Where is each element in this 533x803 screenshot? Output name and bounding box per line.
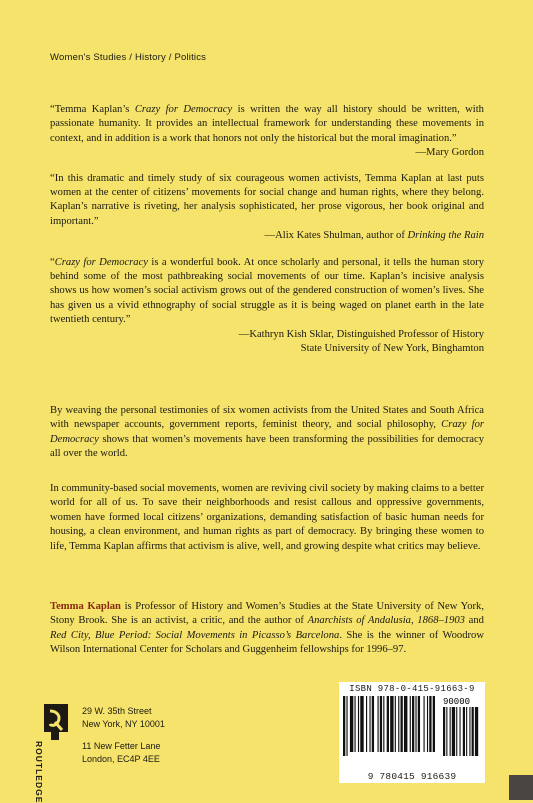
- barcode-bar: [452, 707, 455, 756]
- book-title: Anarchists of Andalusia, 1868–1903: [307, 615, 465, 627]
- barcode-bar: [429, 696, 431, 752]
- quote-shulman: “In this dramatic and timely study of six courageous women activists, Temma Kaplan at last puts women at the center of citizens’ movements for social change and human rights, where they belong. Kaplan’s narrative is riveting, her analysis sophisticated, her prose vigorous, her book original and important.”: [50, 172, 484, 227]
- barcode-bar: [383, 696, 384, 752]
- barcode-bar: [343, 696, 345, 756]
- routledge-logo-icon: [41, 702, 71, 780]
- barcode-bar: [450, 707, 451, 756]
- barcode-bar: [401, 696, 403, 752]
- isbn-label: ISBN 978-0-415-91663-9: [349, 684, 475, 694]
- book-title: Crazy for Democracy: [134, 104, 233, 115]
- barcode-bar: [360, 696, 363, 752]
- barcode-bar: [372, 696, 374, 752]
- barcode-icon: [343, 696, 481, 768]
- book-title: Drinking the Rain: [407, 230, 484, 242]
- description-paragraph-1: By weaving the personal testimonies of six women activists from the United States and South Africa with newspaper accounts, government reports, feminist theory, and social philosophy, Crazy for Democracy shows that women’s movements have been transforming the possibilities for democracy all over the world.: [50, 405, 484, 460]
- address-new-york: 29 W. 35th Street New York, NY 10001: [82, 706, 165, 729]
- address-london: 11 New Fetter Lane London, EC4P 4EE: [82, 741, 161, 764]
- barcode-bar: [472, 707, 474, 756]
- barcode-bar: [412, 696, 414, 752]
- book-title: Crazy for Democracy: [54, 256, 149, 268]
- barcode-bar: [456, 707, 457, 756]
- barcode-bar: [378, 696, 379, 752]
- barcode-bar: [446, 707, 447, 756]
- barcode-bar: [469, 707, 470, 756]
- corner-mark: [509, 775, 533, 800]
- barcode-digits: 9 780415 916639: [367, 771, 457, 782]
- barcode-bar: [387, 696, 389, 752]
- barcode-bar: [355, 696, 356, 752]
- barcode-bar: [475, 707, 478, 756]
- barcode-bar: [380, 696, 382, 752]
- barcode-bar: [410, 696, 411, 752]
- publisher-logo-text: ROUTLEDGE: [34, 741, 44, 803]
- category-line: Women's Studies / History / Politics: [50, 52, 207, 63]
- book-title: Crazy for Democracy: [50, 419, 484, 445]
- praise-quotes: [50, 103, 484, 357]
- barcode-bar: [390, 696, 393, 752]
- attribution-sklar-line1: —Kathryn Kish Sklar, Distinguished Professor of History: [238, 328, 484, 340]
- barcode-bar: [460, 707, 461, 756]
- book-title: Red City, Blue Period: Social Movements in Picasso’s Barcelona: [50, 629, 340, 641]
- barcode-block: [339, 682, 485, 783]
- barcode-bar: [433, 696, 435, 752]
- barcode-bar: [346, 696, 347, 756]
- quote-gordon: “Temma Kaplan’s Crazy for Democracy is written the way all history should be written, with passionate humanity. It provides an intellectual framework for understanding these movements in context, and in addition is a work that honors not only the historical but the moral imagination.”: [50, 104, 484, 144]
- barcode-bar: [443, 707, 445, 756]
- barcode-bar: [398, 696, 399, 752]
- author-bio: Temma Kaplan is Professor of History and Women’s Studies at the State University of New York, Stony Brook. She is an activist, a critic, and the author of Anarchists of Andalusia, 1868–1903 and Red City, Blue Period: Social Movements in Picasso’s Barcelona. She is the winner of Woodrow Wilson International Center for Scholars and Guggenheim fellowships for 1996–97.: [50, 601, 485, 656]
- barcode-bar: [463, 707, 465, 756]
- attribution-shulman: —Alix Kates Shulman, author of Drinking the Rain: [264, 230, 484, 242]
- attribution-sklar-line2: State University of New York, Binghamton: [300, 343, 484, 355]
- barcode-bar: [366, 696, 367, 752]
- description-paragraph-2: In community-based social movements, women are reviving civil society by making claims to a better world for all of us. To save their neighborhoods and resist callous and oppressive governments, women have formed local citizens’ organizations, demanding satisfaction of basic human needs for housing, a clean environment, and human rights as part of democracy. By bringing these women to life, Temma Kaplan affirms that activism is alive, well, and growing despite what critics may believe.: [50, 483, 484, 552]
- barcode-bar: [358, 696, 359, 752]
- barcode-bar: [424, 696, 425, 752]
- barcode-bar: [404, 696, 407, 752]
- barcode-bar: [350, 696, 353, 752]
- barcode-bar: [415, 696, 416, 752]
- price-code: 90000: [443, 697, 471, 707]
- attribution-gordon: —Mary Gordon: [415, 147, 484, 159]
- barcode-bar: [427, 696, 428, 752]
- barcode-bar: [418, 696, 420, 752]
- barcode-bar: [369, 696, 370, 752]
- barcode-bar: [466, 707, 467, 756]
- barcode-bar: [395, 696, 396, 752]
- author-name: Temma Kaplan: [50, 601, 121, 612]
- quote-sklar: “Crazy for Democracy is a wonderful book. At once scholarly and personal, it tells the human story behind some of the most pathbreaking social movements of our time. Kaplan’s incisive analysis shows us how women’s social activism grows out of the gendered construction of women’s lives. She has given us a vivid ethnography of social struggle as it is being waged on planet earth in the late twentieth century.”: [50, 256, 484, 326]
